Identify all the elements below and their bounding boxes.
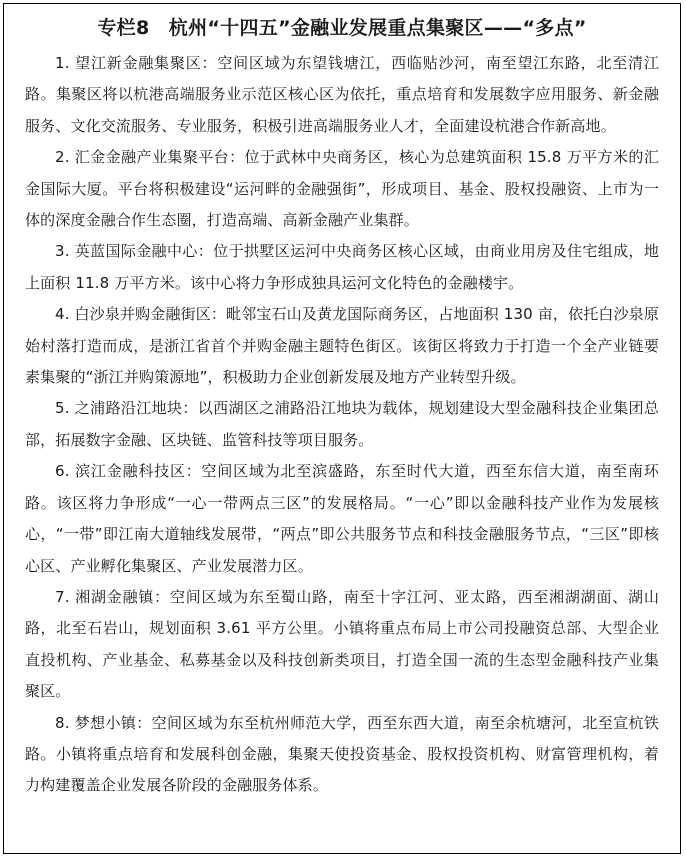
list-item-binjiang: 6. 滨江金融科技区：空间区域为北至滨盛路，东至时代大道，西至东信大道，南至南环路。该区将力争形成“一心一带两点三区”的发展格局。“一心”即以金融科技产业作为发展核心，“一带”即江南大道轴线发展带，“两点”即公共服务节点和科技金融服务节点，“三区”即核心区、产业孵化集聚区、产业发展潜力区。	[25, 462, 659, 575]
list-item-baishaquan: 4. 白沙泉并购金融街区：毗邻宝石山及黄龙国际商务区，占地面积 130 亩，依托白沙泉原始村落打造而成，是浙江省首个并购金融主题特色街区。该街区将致力于打造一个全产业链要素集聚的“浙江并购策源地”，积极助力企业创新发展及地方产业转型升级。	[25, 305, 659, 387]
list-item-xianghu: 7. 湘湖金融镇：空间区域为东至蜀山路，南至十字江河、亚太路，西至湘湖湖面、湖山路，北至石岩山，规划面积 3.61 平方公里。小镇将重点布局上市公司投融资总部、大型企业直投机构、产业基金、私募基金以及科技创新类项目，打造全国一流的生态型金融科技产业集聚区。	[25, 587, 659, 701]
box-title: 专栏8 杭州“十四五”金融业发展重点集聚区——“多点”	[97, 17, 587, 39]
list-item-zhipu-road: 5. 之浦路沿江地块：以西湖区之浦路沿江地块为载体，规划建设大型金融科技企业集团总部，拓展数字金融、区块链、监管科技等项目服务。	[25, 399, 659, 449]
list-item-wangjiang: 1. 望江新金融集聚区：空间区域为东望钱塘江，西临贴沙河，南至望江东路，北至清江路。集聚区将以杭港高端服务业示范区核心区为依托，重点培育和发展数字应用服务、新金融服务、文化交流服务、专业服务，积极引进高端服务业人才，全面建设杭港合作新高地。	[25, 54, 659, 135]
list-item-huijin: 2. 汇金金融产业集聚平台：位于武林中央商务区，核心为总建筑面积 15.8 万平方米的汇金国际大厦。平台将积极建设“运河畔的金融强街”，形成项目、基金、股权投融资、上市为一体的深度金融合作生态圈，打造高端、高新金融产业集群。	[25, 148, 659, 230]
feature-box	[3, 3, 681, 854]
list-item-yinglan: 3. 英蓝国际金融中心：位于拱墅区运河中央商务区核心区域，由商业用房及住宅组成，地上面积 11.8 万平方米。该中心将力争形成独具运河文化特色的金融楼宇。	[25, 242, 659, 292]
list-item-dream-town: 8. 梦想小镇：空间区域为东至杭州师范大学，西至东西大道，南至余杭塘河，北至宣杭铁路。小镇将重点培育和发展科创金融，集聚天使投资基金、股权投资机构、财富管理机构，着力构建覆盖企业发展各阶段的金融服务体系。	[25, 713, 659, 795]
